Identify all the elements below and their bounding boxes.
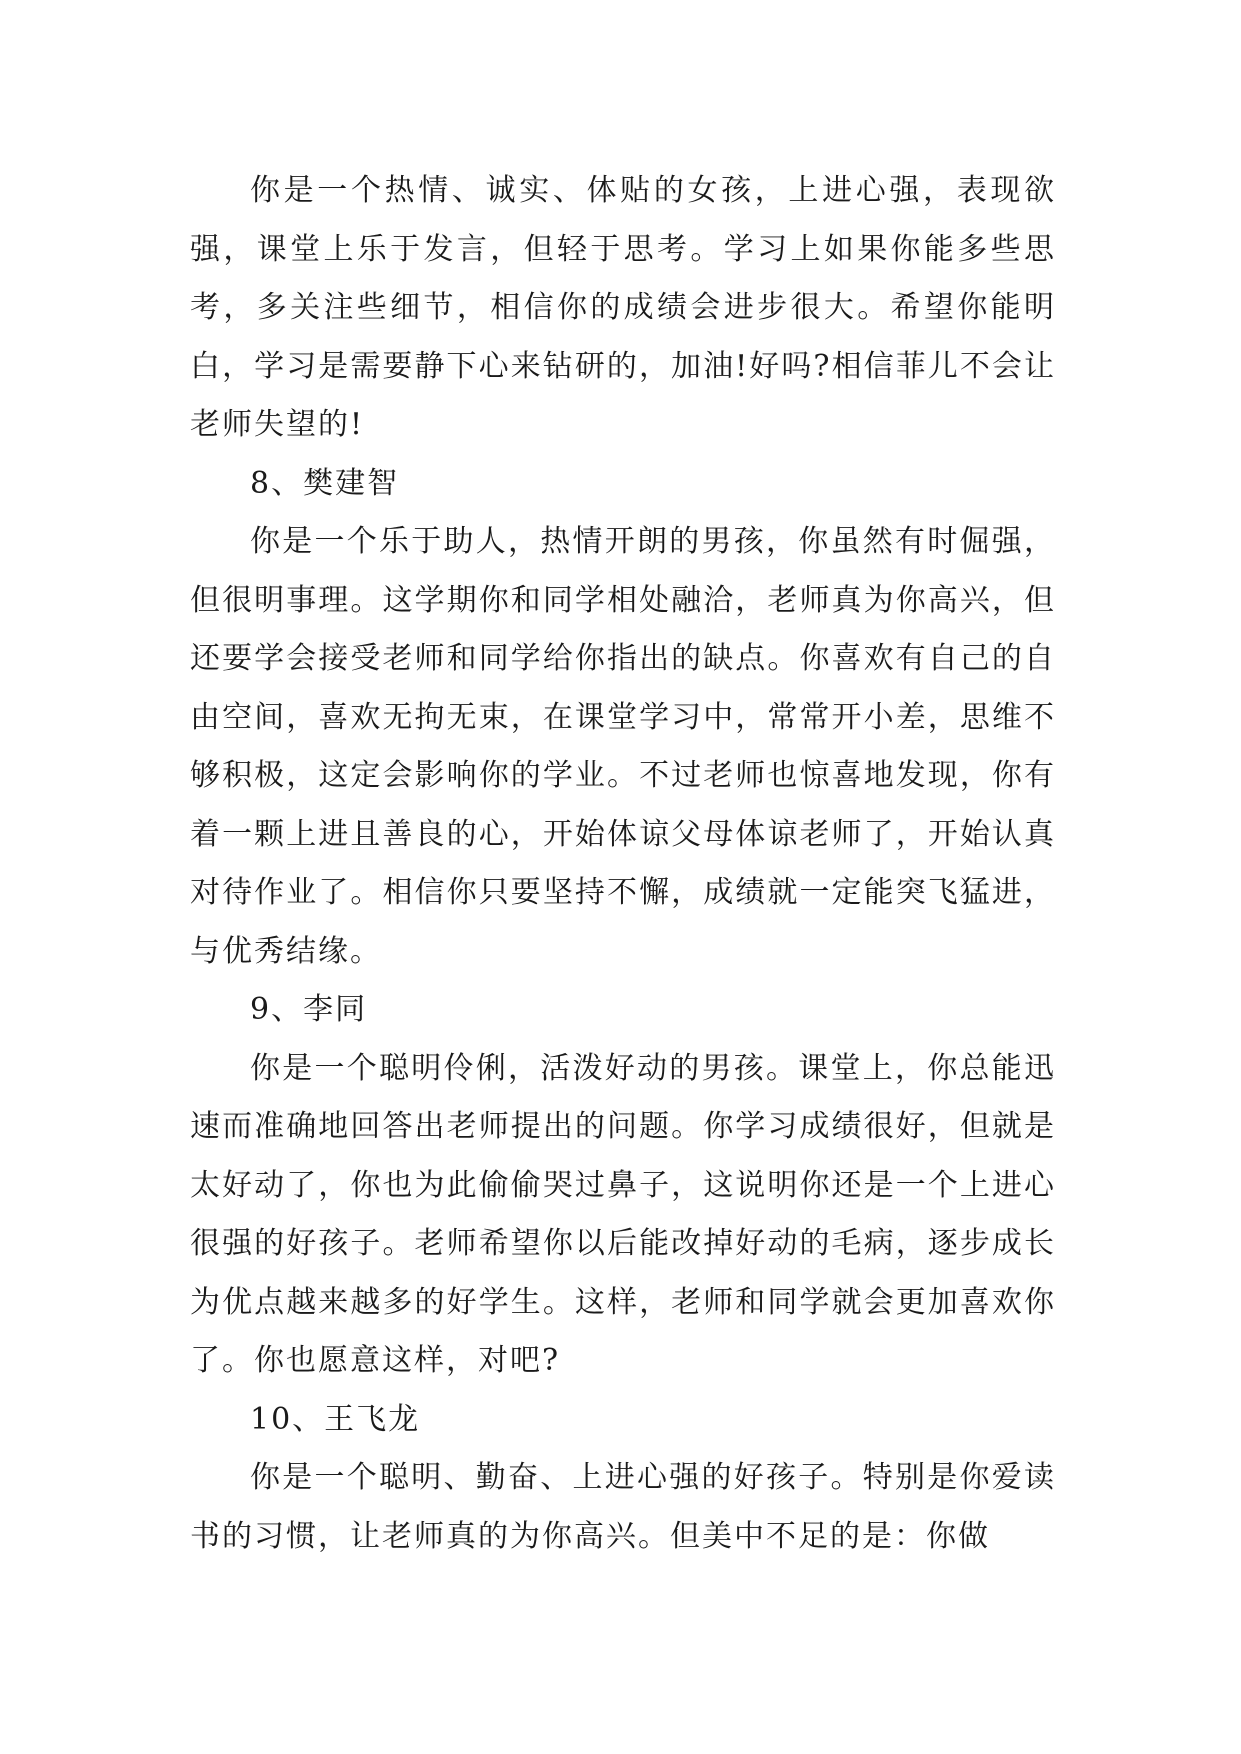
comment-paragraph-7: 你是一个热情、诚实、体贴的女孩，上进心强，表现欲强，课堂上乐于发言，但轻于思考。学习上如果你能多些思考，多关注些细节，相信你的成绩会进步很大。希望你能明白，学习是需要静下心来钻研的，加油!好吗?相信菲儿不会让老师失望的! <box>190 173 1056 442</box>
student-heading-8: 8、樊建智 <box>250 465 400 501</box>
comment-paragraph-8: 你是一个乐于助人，热情开朗的男孩，你虽然有时倔强，但很明事理。这学期你和同学相处融洽，老师真为你高兴，但还要学会接受老师和同学给你指出的缺点。你喜欢有自己的自由空间，喜欢无拘无束，在课堂学习中，常常开小差，思维不够积极，这定会影响你的学业。不过老师也惊喜地发现，你有着一颗上进且善良的心，开始体谅父母体谅老师了，开始认真对待作业了。相信你只要坚持不懈，成绩就一定能突飞猛进，与优秀结缘。 <box>190 524 1056 969</box>
student-heading-10: 10、王飞龙 <box>250 1401 421 1437</box>
comment-paragraph-9: 你是一个聪明伶俐，活泼好动的男孩。课堂上，你总能迅速而准确地回答出老师提出的问题。你学习成绩很好，但就是太好动了，你也为此偷偷哭过鼻子，这说明你还是一个上进心很强的好孩子。老师希望你以后能改掉好动的毛病，逐步成长为优点越来越多的好学生。这样，老师和同学就会更加喜欢你了。你也愿意这样，对吧? <box>190 1050 1056 1378</box>
document-page <box>190 162 1056 1566</box>
comment-paragraph-10: 你是一个聪明、勤奋、上进心强的好孩子。特别是你爱读书的习惯，让老师真的为你高兴。但美中不足的是：你做 <box>190 1460 1056 1554</box>
student-heading-9: 9、李同 <box>250 992 368 1027</box>
